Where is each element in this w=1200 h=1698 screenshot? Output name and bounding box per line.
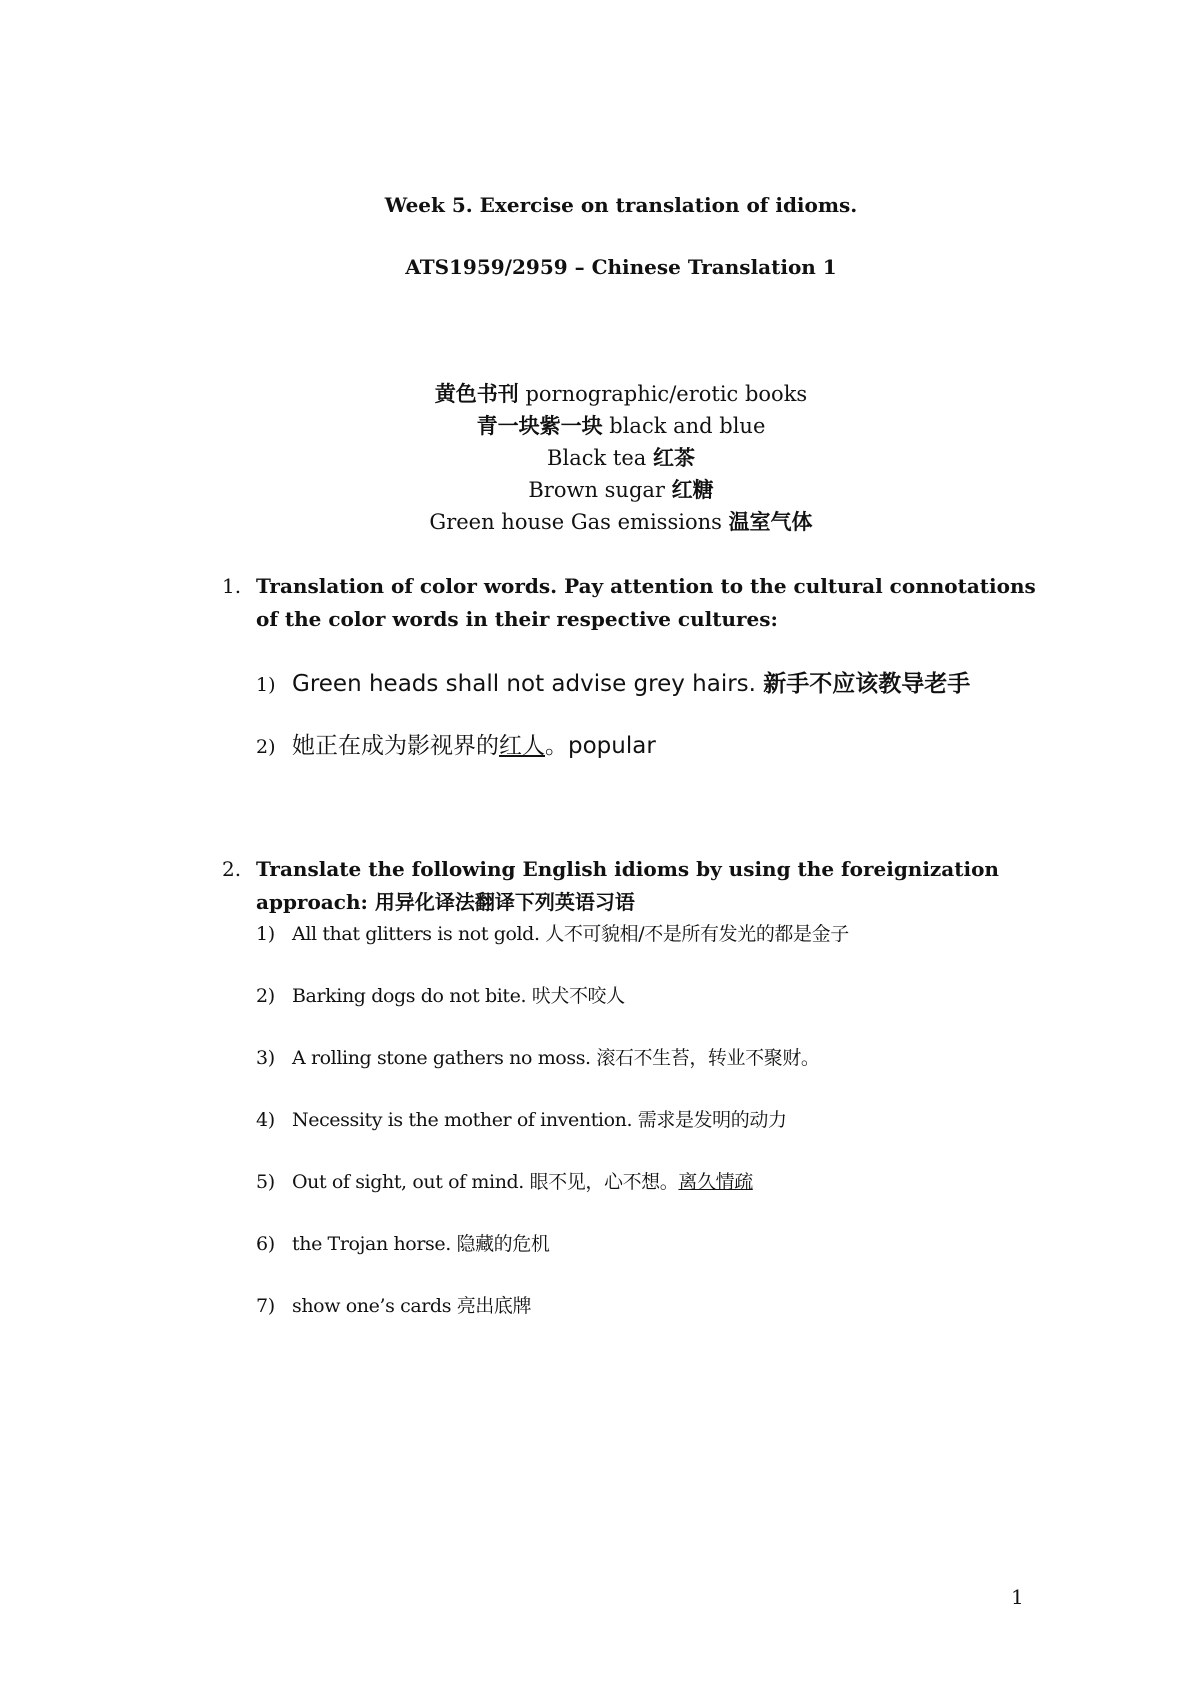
item-number: 2) [256,736,276,758]
item-chinese: 需求是发明的动力 [637,1109,787,1131]
item-english: Necessity is the mother of invention. [292,1109,638,1131]
item-english: All that glitters is not gold. [292,923,546,945]
item-number: 1) [256,923,275,945]
term-line [0,506,1200,538]
item-english: show one’s cards [292,1295,457,1317]
question-text-english: Translate the following English idioms by using the foreignization approach: [256,857,999,914]
term-chinese: 青一块紫一块 [476,413,603,438]
term-chinese: 黄色书刊 [434,381,519,406]
term-english: black and blue [602,414,766,438]
term-examples [0,378,1200,538]
list-item [256,727,656,760]
page-title: Week 5. Exercise on translation of idioms. [384,193,858,217]
item-chinese: 滚石不生苔，转业不聚财。 [596,1047,820,1069]
item-chinese: 吠犬不咬人 [531,985,625,1007]
question-1 [222,570,1052,636]
list-item [256,1043,820,1070]
list-item [256,665,970,698]
item-chinese-underlined: 红人 [499,733,545,759]
item-number: 3) [256,1047,275,1069]
page-number: 1 [1011,1585,1024,1609]
item-english: 。popular [545,733,656,759]
item-english: the Trojan horse. [292,1233,457,1255]
item-number: 2) [256,985,275,1007]
item-chinese: 新手不应该教导老手 [763,671,971,697]
term-chinese: 红糖 [671,477,714,502]
item-chinese: 眼不见，心不想。 [529,1171,679,1193]
term-line [0,378,1200,410]
question-text: Translation of color words. Pay attention to the cultural connotations of the color words in their respective cultures: [256,574,1036,631]
term-english: Brown sugar [528,478,672,502]
item-english: A rolling stone gathers no moss. [292,1047,597,1069]
list-item [256,1105,787,1132]
list-item [256,981,625,1008]
item-number: 7) [256,1295,275,1317]
course-subtitle: ATS1959/2959 – Chinese Translation 1 [405,255,837,279]
question-number: 1. [222,574,242,598]
list-item [256,1291,531,1318]
term-chinese: 温室气体 [728,509,813,534]
item-number: 5) [256,1171,275,1193]
item-number: 4) [256,1109,275,1131]
term-chinese: 红茶 [652,445,695,470]
item-english: Barking dogs do not bite. [292,985,532,1007]
question-number: 2. [222,857,242,881]
term-english: pornographic/erotic books [518,382,808,406]
item-number: 1) [256,674,276,696]
list-item [256,1229,550,1256]
question-text-chinese: 用异化译法翻译下列英语习语 [374,890,635,914]
item-english: Green heads shall not advise grey hairs. [292,671,764,697]
item-chinese: 亮出底牌 [456,1295,532,1317]
item-chinese-underlined: 离久情疏 [678,1171,753,1193]
term-english: Green house Gas emissions [429,510,729,534]
term-line [0,410,1200,442]
question-2 [222,853,1052,919]
list-item [256,919,849,946]
question-text [256,853,1052,919]
item-chinese: 她正在成为影视界的 [292,733,499,759]
term-line [0,442,1200,474]
term-english: Black tea [547,446,653,470]
term-line [0,474,1200,506]
item-chinese: 隐藏的危机 [456,1233,550,1255]
list-item [256,1167,753,1194]
item-chinese: 人不可貌相/不是所有发光的都是金子 [545,923,849,945]
item-number: 6) [256,1233,275,1255]
item-english: Out of sight, out of mind. [292,1171,530,1193]
